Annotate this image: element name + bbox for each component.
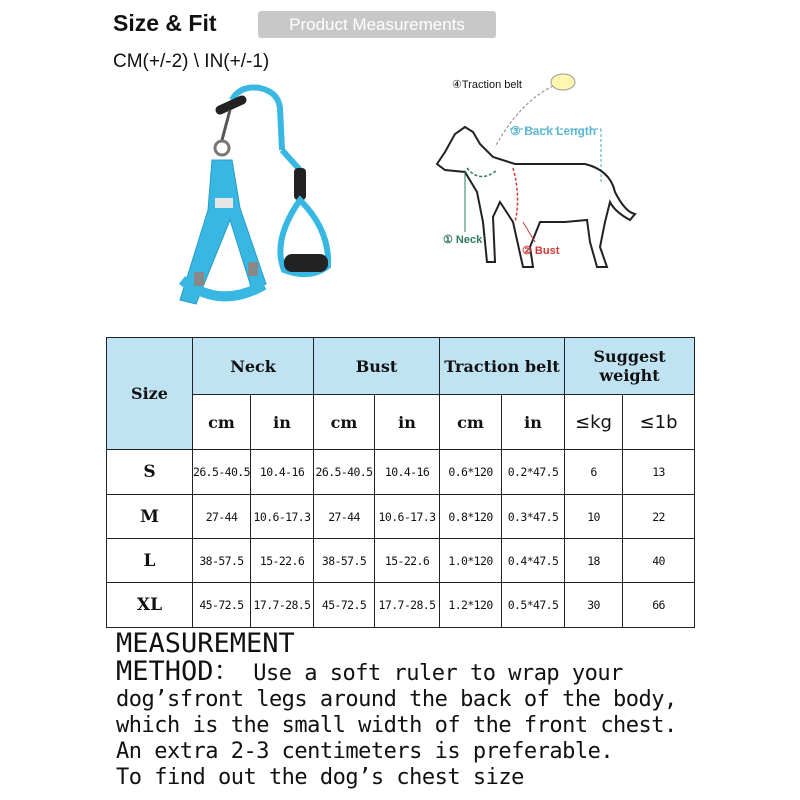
suggest-weight-header: Suggest weight — [565, 338, 695, 395]
traction-belt-label: ④Traction belt — [452, 79, 522, 91]
neck-in-cell: 17.7-28.5 — [251, 583, 314, 628]
method-heading: MEASUREMENT — [116, 628, 295, 659]
neck-in-header: in — [251, 395, 314, 450]
neck-cm-cell: 38-57.5 — [193, 539, 251, 583]
belt-in-cell: 0.5*47.5 — [502, 583, 565, 628]
measurement-method — [116, 630, 796, 791]
size-cell: L — [107, 539, 193, 583]
weight-lb-cell: 40 — [623, 539, 695, 583]
method-line: dog’sfront legs around the back of the body, — [116, 687, 677, 712]
method-line: An extra 2-3 centimeters is preferable. — [116, 739, 614, 764]
size-cell: M — [107, 495, 193, 539]
bust-in-cell: 15-22.6 — [375, 539, 440, 583]
bust-label: ② Bust — [522, 245, 560, 257]
belt-in-header: in — [502, 395, 565, 450]
table-row — [107, 495, 695, 539]
bust-in-cell: 10.6-17.3 — [375, 495, 440, 539]
method-text: Use a soft ruler to wrap your — [253, 661, 623, 686]
bust-in-cell: 17.7-28.5 — [375, 583, 440, 628]
belt-cm-cell: 1.2*120 — [440, 583, 502, 628]
bust-cm-cell: 27-44 — [314, 495, 375, 539]
neck-cm-cell: 45-72.5 — [193, 583, 251, 628]
weight-kg-cell: 18 — [565, 539, 623, 583]
traction-belt-header: Traction belt — [440, 338, 565, 395]
belt-in-cell: 0.4*47.5 — [502, 539, 565, 583]
neck-in-cell: 10.6-17.3 — [251, 495, 314, 539]
size-cell: S — [107, 450, 193, 495]
neck-in-cell: 15-22.6 — [251, 539, 314, 583]
neck-header: Neck — [193, 338, 314, 395]
weight-kg-cell: 6 — [565, 450, 623, 495]
page-title: Size & Fit — [113, 10, 217, 36]
weight-lb-cell: 13 — [623, 450, 695, 495]
belt-cm-header: cm — [440, 395, 502, 450]
size-header: Size — [107, 338, 193, 450]
bust-header: Bust — [314, 338, 440, 395]
neck-label: ① Neck — [443, 234, 483, 246]
product-measurements-badge: Product Measurements — [258, 11, 496, 38]
belt-in-cell: 0.2*47.5 — [502, 450, 565, 495]
bust-cm-cell: 45-72.5 — [314, 583, 375, 628]
weight-lb-header: ≤1b — [623, 395, 695, 450]
bust-in-cell: 10.4-16 — [375, 450, 440, 495]
weight-lb-cell: 22 — [623, 495, 695, 539]
table-row — [107, 539, 695, 583]
neck-cm-header: cm — [193, 395, 251, 450]
weight-kg-cell: 30 — [565, 583, 623, 628]
units-note: CM(+/-2) \ IN(+/-1) — [113, 51, 270, 72]
size-cell: XL — [107, 583, 193, 628]
method-line — [116, 658, 796, 687]
method-line: which is the small width of the front chest. — [116, 713, 677, 738]
method-subheading: METHOD： — [116, 656, 241, 687]
bust-cm-header: cm — [314, 395, 375, 450]
belt-cm-cell: 1.0*120 — [440, 539, 502, 583]
method-line: To find out the dog’s chest size — [116, 765, 524, 790]
belt-in-cell: 0.3*47.5 — [502, 495, 565, 539]
bust-in-header: in — [375, 395, 440, 450]
weight-kg-header: ≤kg — [565, 395, 623, 450]
harness-illustration — [160, 80, 360, 320]
neck-cm-cell: 26.5-40.5 — [193, 450, 251, 495]
weight-lb-cell: 66 — [623, 583, 695, 628]
bust-cm-cell: 38-57.5 — [314, 539, 375, 583]
table-row — [107, 583, 695, 628]
table-row — [107, 450, 695, 495]
bust-cm-cell: 26.5-40.5 — [314, 450, 375, 495]
neck-in-cell: 10.4-16 — [251, 450, 314, 495]
belt-cm-cell: 0.6*120 — [440, 450, 502, 495]
neck-cm-cell: 27-44 — [193, 495, 251, 539]
belt-cm-cell: 0.8*120 — [440, 495, 502, 539]
weight-kg-cell: 10 — [565, 495, 623, 539]
size-table — [106, 337, 695, 628]
back-length-label: ③ Back Length — [510, 124, 597, 138]
